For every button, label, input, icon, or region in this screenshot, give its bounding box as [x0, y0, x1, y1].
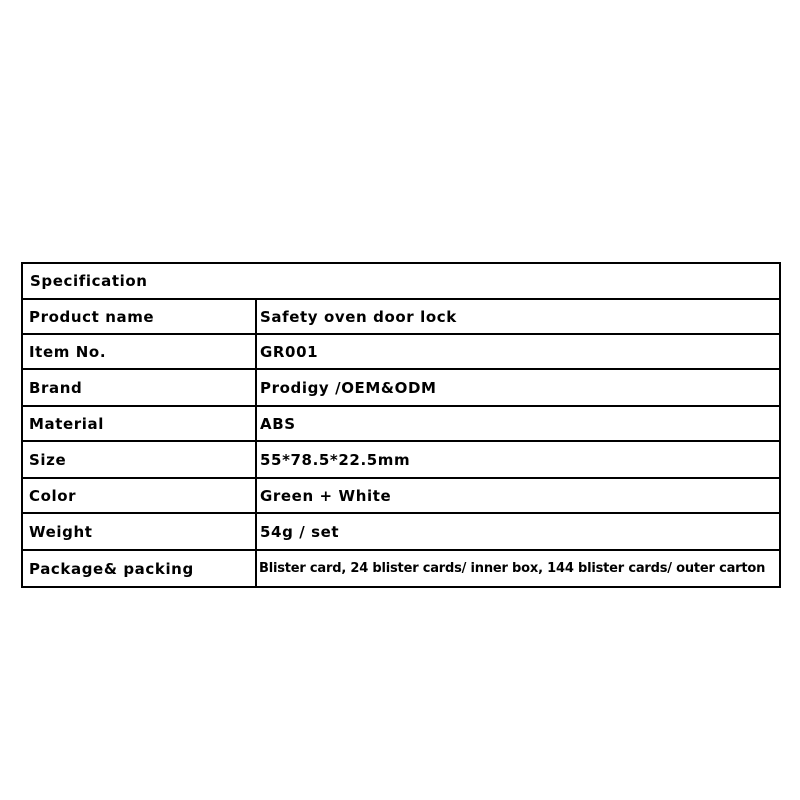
specification-table [21, 262, 781, 588]
row-label: Weight [22, 513, 256, 550]
table-row-size [22, 441, 780, 478]
row-value: 54g / set [256, 513, 780, 550]
row-value: GR001 [256, 334, 780, 369]
row-label: Color [22, 478, 256, 513]
row-label: Size [22, 441, 256, 478]
table-title: Specification [22, 263, 780, 299]
row-label: Brand [22, 369, 256, 406]
table-row-product-name [22, 299, 780, 334]
table-row-package-packing [22, 550, 780, 587]
row-value: Prodigy /OEM&ODM [256, 369, 780, 406]
table-row-brand [22, 369, 780, 406]
table-row-material [22, 406, 780, 441]
row-label: Material [22, 406, 256, 441]
row-value: Green + White [256, 478, 780, 513]
row-value: ABS [256, 406, 780, 441]
row-label: Product name [22, 299, 256, 334]
row-value: Blister card, 24 blister cards/ inner box, 144 blister cards/ outer carton [256, 550, 780, 587]
table-row-weight [22, 513, 780, 550]
row-label: Package& packing [22, 550, 256, 587]
table-row-color [22, 478, 780, 513]
row-label: Item No. [22, 334, 256, 369]
table-title-row [22, 263, 780, 299]
table-row-item-no [22, 334, 780, 369]
row-value: Safety oven door lock [256, 299, 780, 334]
row-value: 55*78.5*22.5mm [256, 441, 780, 478]
